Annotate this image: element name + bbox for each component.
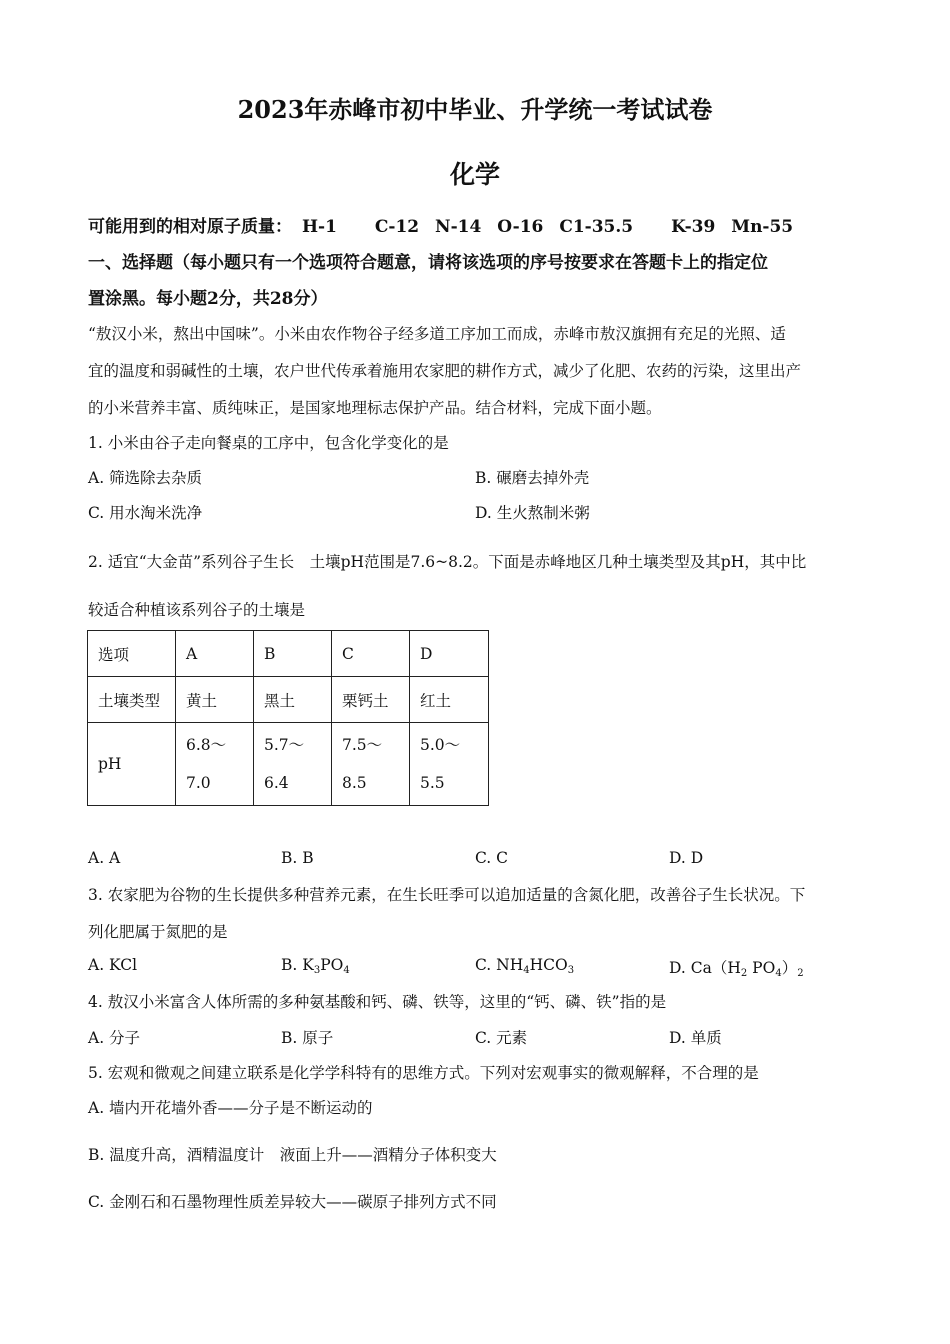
atomic-masses (88, 212, 803, 237)
table-cell: 黄土 (176, 677, 254, 723)
formula-text: ） (781, 959, 798, 977)
formula-subscript: 4 (523, 965, 530, 976)
q2-option-a: A. A (88, 849, 121, 867)
ph-range-low: 7.5～ (342, 736, 383, 754)
table-cell: C (332, 631, 410, 677)
table-cell (176, 723, 254, 806)
formula-subscript: 2 (740, 968, 748, 979)
formula-text: PO (320, 956, 344, 974)
q3-stem-line2: 列化肥属于氮肥的是 (88, 923, 228, 941)
mass-mn: Mn-55 (731, 217, 794, 237)
formula-text: C. NH (475, 956, 524, 974)
table-cell: pH (88, 723, 176, 806)
q5-option-b: B. 温度升高，酒精温度计 液面上升——酒精分子体积变大 (88, 1146, 497, 1164)
q4-stem: 4. 敖汉小米富含人体所需的多种氨基酸和钙、磷、铁等，这里的“钙、磷、铁”指的是 (88, 993, 667, 1011)
ph-range-high: 6.4 (264, 774, 289, 792)
table-cell: 选项 (88, 631, 176, 677)
table-cell: 黑土 (254, 677, 332, 723)
table-cell (332, 723, 410, 806)
q2-option-c: C. C (475, 849, 509, 867)
q3-option-c (475, 956, 574, 976)
q4-option-b: B. 原子 (281, 1029, 334, 1047)
q5-option-a: A. 墙内开花墙外香——分子是不断运动的 (88, 1099, 373, 1117)
formula-subscript: 3 (313, 965, 321, 976)
exam-title: 2023年赤峰市初中毕业、升学统一考试试卷 (237, 95, 713, 124)
ph-range-high: 7.0 (186, 774, 211, 792)
q1-option-b: B. 碾磨去掉外壳 (475, 469, 590, 487)
mass-h: H-1 (302, 217, 337, 237)
formula-subscript: 3 (567, 965, 575, 976)
q3-option-a: A. KCl (88, 956, 138, 974)
q2-option-b: B. B (281, 849, 314, 867)
ph-range-high: 8.5 (342, 774, 367, 792)
q3-stem-line1: 3. 农家肥为谷物的生长提供多种营养元素，在生长旺季可以追加适量的含氮化肥，改善谷子生长状况。下 (88, 886, 806, 904)
q1-option-a: A. 筛选除去杂质 (88, 469, 203, 487)
table-cell: 红土 (410, 677, 489, 723)
formula-text: HCO (529, 956, 568, 974)
passage-line3: 的小米营养丰富、质纯味正，是国家地理标志保护产品。结合材料，完成下面小题。 (88, 399, 662, 417)
table-row (88, 631, 489, 677)
formula-text: B. K (281, 956, 314, 974)
section-heading-line2: 置涂黑。每小题2分，共28分） (88, 289, 328, 309)
section-heading-line1: 一、选择题（每小题只有一个选项符合题意，请将该选项的序号按要求在答题卡上的指定位 (88, 253, 768, 273)
mass-c: C-12 (374, 217, 420, 237)
formula-subscript: 4 (343, 965, 350, 976)
mass-n: N-14 (435, 217, 482, 237)
q3-option-d (669, 956, 804, 979)
formula-text: PO (747, 959, 776, 977)
q4-option-d: D. 单质 (669, 1029, 722, 1047)
formula-text: D. Ca（H (669, 959, 741, 977)
table-cell (254, 723, 332, 806)
table-cell: 栗钙土 (332, 677, 410, 723)
q4-option-c: C. 元素 (475, 1029, 528, 1047)
mass-k: K-39 (671, 217, 716, 237)
mass-o: O-16 (497, 217, 544, 237)
q2-stem-line2: 较适合种植该系列谷子的土壤是 (88, 601, 306, 619)
ph-range-low: 5.7～ (264, 736, 305, 754)
subject-title: 化学 (449, 160, 500, 189)
q2-stem-line1: 2. 适宜“大金苗”系列谷子生长 土壤pH范围是7.6~8.2。下面是赤峰地区几种土壤类型及其pH，其中比 (88, 553, 807, 571)
mass-cl: C1-35.5 (559, 217, 634, 237)
q3-option-b (281, 956, 350, 976)
table-cell: 土壤类型 (88, 677, 176, 723)
ph-range-low: 6.8～ (186, 736, 227, 754)
table-cell: D (410, 631, 489, 677)
atomic-masses-label: 可能用到的相对原子质量： (88, 217, 292, 237)
table-row (88, 677, 489, 723)
passage-line2: 宜的温度和弱碱性的土壤，农户世代传承着施用农家肥的耕作方式，减少了化肥、农药的污染，这里出产 (88, 362, 802, 380)
table-row (88, 723, 489, 806)
formula-subscript: 2 (797, 968, 804, 979)
soil-ph-table (87, 630, 489, 806)
table-cell: A (176, 631, 254, 677)
q5-stem: 5. 宏观和微观之间建立联系是化学学科特有的思维方式。下列对宏观事实的微观解释，不合理的是 (88, 1064, 759, 1082)
q1-option-c: C. 用水淘米洗净 (88, 504, 203, 522)
table-cell: 5.0～5.5 (410, 723, 489, 806)
passage-line1: “敖汉小米，熬出中国味”。小米由农作物谷子经多道工序加工而成，赤峰市敖汉旗拥有充足的光照、适 (88, 325, 786, 343)
q2-option-d: D. D (669, 849, 704, 867)
table-cell: B (254, 631, 332, 677)
q1-option-d: D. 生火熬制米粥 (475, 504, 590, 522)
q1-stem: 1. 小米由谷子走向餐桌的工序中，包含化学变化的是 (88, 434, 449, 452)
q5-option-c: C. 金刚石和石墨物理性质差异较大——碳原子排列方式不同 (88, 1193, 497, 1211)
q4-option-a: A. 分子 (88, 1029, 141, 1047)
formula-subscript: 4 (775, 968, 782, 979)
